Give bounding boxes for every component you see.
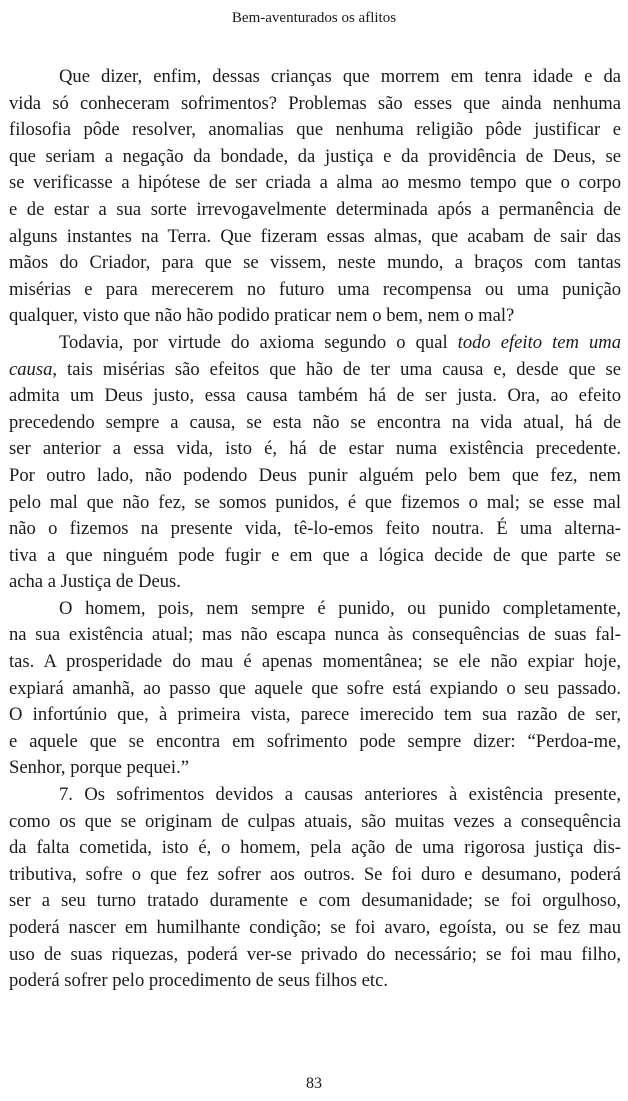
text-line: uso de suas riquezas, poderá ver-se privado do necessário; se foi mau filho, <box>9 943 621 965</box>
text-line: precedendo sempre a causa, se esta não se encontra na vida atual, há de <box>9 411 621 433</box>
italic-phrase: causa <box>9 358 53 380</box>
paragraph <box>9 64 621 330</box>
text-line: como os que se originam de culpas atuais, são muitas vezes a consequência <box>9 810 621 832</box>
text-line: poderá sofrer pelo procedimento de seus filhos etc. <box>9 970 388 992</box>
text-run: Todavia, por virtude do axioma segundo o qual <box>59 331 458 353</box>
text-line: e de estar a sua sorte irrevogavelmente determinada após a permanência de <box>9 198 621 220</box>
text-line: O infortúnio que, à primeira vista, parece imerecido tem sua razão de ser, <box>9 704 621 726</box>
text-line: se verificasse a hipótese de ser criada a alma ao mesmo tempo que o corpo <box>9 172 621 194</box>
text-line: admita um Deus justo, essa causa também há de ser justa. Ora, ao efeito <box>9 385 621 407</box>
text-line: Que dizer, enfim, dessas crianças que morrem em tenra idade e da <box>59 66 621 87</box>
text-line: 7. Os sofrimentos devidos a causas anteriores à existência presente, <box>59 784 621 806</box>
text-run: , tais misérias são efeitos que hão de ter uma causa e, desde que se <box>52 358 621 380</box>
text-line: e aquele que se encontra em sofrimento pode sempre dizer: “Perdoa-me, <box>9 730 621 752</box>
running-head: Bem-aventurados os aflitos <box>231 10 397 26</box>
text-line: tiva a que ninguém pode fugir e em que a lógica decide de que parte se <box>9 544 621 566</box>
text-line: ser anterior a essa vida, isto é, há de estar numa existência precedente. <box>9 438 621 460</box>
text-line: Por outro lado, não podendo Deus punir alguém pelo bem que fez, nem <box>9 464 621 486</box>
text-line: da falta cometida, isto é, o homem, pela ação de uma rigorosa justiça dis- <box>9 837 621 859</box>
text-line: na sua existência atual; mas não escapa nunca às consequências de suas fal- <box>9 624 621 646</box>
page-number: 83 <box>306 1075 322 1092</box>
text-line: poderá nascer em humilhante condição; se foi avaro, egoísta, ou se fez mau <box>9 917 621 938</box>
text-line: que seriam a negação da bondade, da justiça e da providência de Deus, se <box>9 145 621 167</box>
paragraph <box>9 782 621 995</box>
text-line: mãos do Criador, para que se vissem, neste mundo, a braços com tantas <box>9 252 621 274</box>
italic-phrase: todo efeito tem uma <box>457 331 622 353</box>
text-line: acha a Justiça de Deus. <box>9 571 181 593</box>
text-line: pelo mal que não fez, se somos punidos, é que fizemos o mal; se esse mal <box>9 491 621 513</box>
text-line: não o fizemos na presente vida, tê-lo-emos feito noutra. É uma alterna- <box>9 518 621 540</box>
text-line: qualquer, visto que não hão podido praticar nem o bem, nem o mal? <box>9 305 515 327</box>
text-line: misérias e para merecerem no futuro uma recompensa ou uma punição <box>9 278 621 300</box>
text-line <box>9 357 621 384</box>
text-line: Senhor, porque pequei.” <box>9 757 189 779</box>
text-line: filosofia pôde resolver, anomalias que nenhuma religião pôde justificar e <box>9 119 621 141</box>
text-line: expiará amanhã, ao passo que aquele que sofre está expiando o seu passado. <box>9 677 621 699</box>
text-line: ser a seu turno tratado duramente e com desumanidade; se foi orgulhoso, <box>9 890 621 912</box>
text-line: O homem, pois, nem sempre é punido, ou punido completamente, <box>59 597 621 619</box>
paragraph <box>9 330 621 596</box>
paragraph <box>9 596 621 782</box>
text-line: alguns instantes na Terra. Que fizeram essas almas, que acabam de sair das <box>9 225 621 247</box>
text-line: vida só conheceram sofrimentos? Problemas são esses que ainda nenhuma <box>9 92 621 114</box>
body-text <box>9 64 621 995</box>
text-line: tas. A prosperidade do mau é apenas momentânea; se ele não expiar hoje, <box>9 651 621 673</box>
text-line: tributiva, sofre o que fez sofrer aos outros. Se foi duro e desumano, poderá <box>9 863 621 885</box>
text-line <box>9 330 621 357</box>
